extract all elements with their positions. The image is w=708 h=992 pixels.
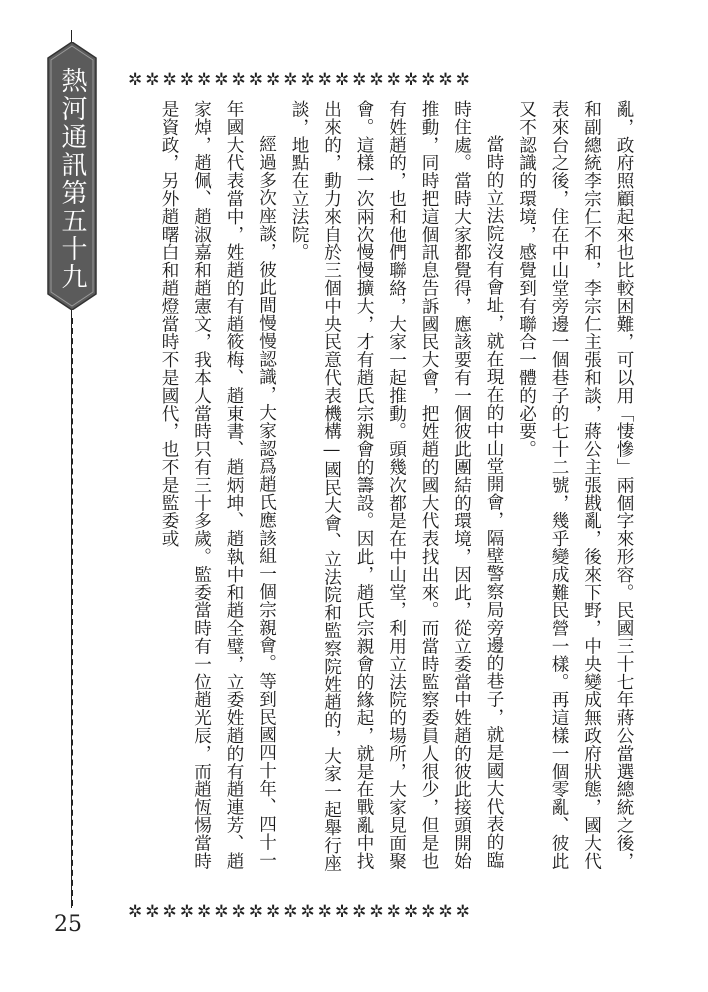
spine-dashed-line [71,318,73,906]
bottom-star-border: ✲✲✲✲✲✲✲✲✲✲✲✲✲✲✲✲✲✲✲✲ [128,902,473,922]
top-star-border: ✲✲✲✲✲✲✲✲✲✲✲✲✲✲✲✲✲✲✲✲ [128,70,473,90]
paragraph-2: 當時的立法院沒有會址，就在現在的中山堂開會，隔壁警察局旁邊的巷子，就是國大代表的臨時住處。當時大家都覺得，應該要有一個彼此團結的環境，因此，從立委當中姓趙的彼此接頭開始推動，同時把這個訊息告訴國民大會，把姓趙的國大代表找出來。而當時監察委員人很少，但是也有姓趙的，也和他們聯絡，大家一起推動。頭幾次都是在中山堂，利用立法院的場所，大家見面聚會。這樣一次兩次慢慢擴大，才有趙氏宗親會的籌設。因此，趙氏宗親會的緣起，就是在戰亂中找出來的，動力來自於三個中央民意代表機構—國民大會、立法院和監察院姓趙的，大家一起舉行座談，地點在立法院。 [289,100,504,873]
paragraph-1: 亂，政府照顧起來也比較困難，可以用「悽慘」兩個字來形容。民國三十七年蔣公當選總統之後，和副總統李宗仁不和，李宗仁主張和談，蔣公主張戡亂，後來下野，中央變成無政府狀態，國大代表來台之後，住在中山堂旁邊一個巷子的七十二號，幾乎變成難民營一樣。再這樣一個零亂、彼此又不認識的環境，感覺到有聯合一體的必要。 [516,100,634,870]
paragraph-3: 經過多次座談，彼此間慢慢認識，大家認爲趙氏應該組一個宗親會。等到民國四十年、四十一年國大代表當中，姓趙的有趙筱梅、趙東書、趙炳坤、趙執中和趙全璧，立委姓趙的有趙連芳、趙家焯，趙佩、趙淑嘉和趙憲文，我本人當時只有三十多歲。監委當時有一位趙光辰，而趙恆惕當時是資政，另外趙曙白和趙燈當時不是國代，也不是監委或 [159,100,277,870]
journal-title: 熱河通訊第五十九期 [1,67,87,291]
article-body [152,100,640,880]
page-number: 25 [54,912,82,937]
